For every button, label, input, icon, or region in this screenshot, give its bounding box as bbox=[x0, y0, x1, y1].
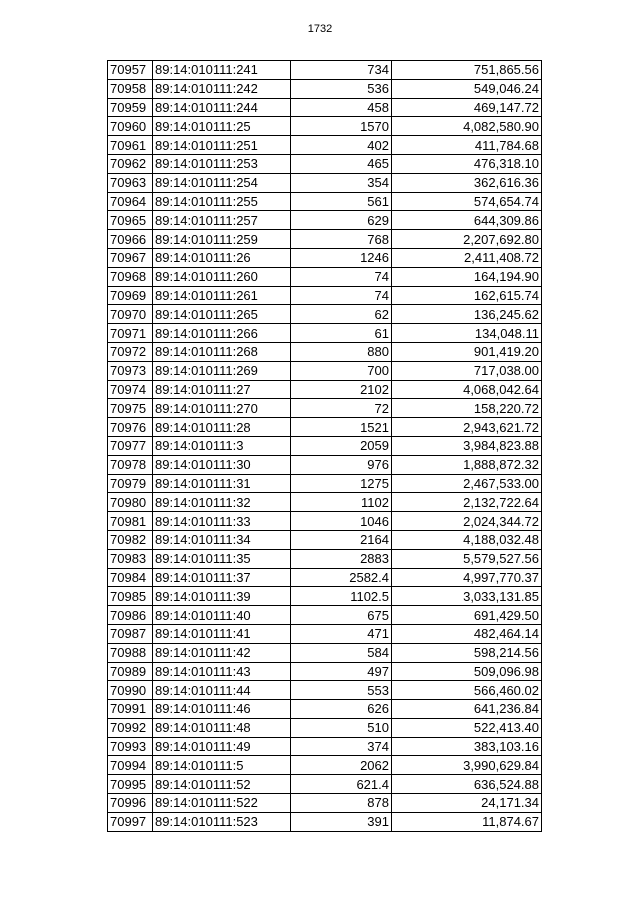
record-id-cell: 70996 bbox=[108, 794, 153, 813]
cadastral-number-cell: 89:14:010111:42 bbox=[153, 643, 291, 662]
table-row bbox=[108, 624, 542, 643]
table-row bbox=[108, 418, 542, 437]
record-id-cell: 70963 bbox=[108, 173, 153, 192]
table-row bbox=[108, 474, 542, 493]
record-id-cell: 70988 bbox=[108, 643, 153, 662]
table-row bbox=[108, 361, 542, 380]
cadastral-number-cell: 89:14:010111:259 bbox=[153, 230, 291, 249]
record-id-cell: 70975 bbox=[108, 399, 153, 418]
area-cell: 61 bbox=[291, 324, 392, 343]
value-cell: 24,171.34 bbox=[392, 794, 542, 813]
cadastral-number-cell: 89:14:010111:40 bbox=[153, 606, 291, 625]
record-id-cell: 70957 bbox=[108, 61, 153, 80]
cadastral-number-cell: 89:14:010111:251 bbox=[153, 136, 291, 155]
page-number: 1732 bbox=[307, 23, 333, 35]
table-row bbox=[108, 812, 542, 831]
table-row bbox=[108, 568, 542, 587]
cadastral-number-cell: 89:14:010111:39 bbox=[153, 587, 291, 606]
record-id-cell: 70974 bbox=[108, 380, 153, 399]
table-row bbox=[108, 493, 542, 512]
area-cell: 700 bbox=[291, 361, 392, 380]
table-row bbox=[108, 192, 542, 211]
area-cell: 458 bbox=[291, 98, 392, 117]
record-id-cell: 70969 bbox=[108, 286, 153, 305]
record-id-cell: 70973 bbox=[108, 361, 153, 380]
area-cell: 1246 bbox=[291, 248, 392, 267]
area-cell: 354 bbox=[291, 173, 392, 192]
value-cell: 566,460.02 bbox=[392, 681, 542, 700]
table-row bbox=[108, 718, 542, 737]
table-row bbox=[108, 248, 542, 267]
table-row bbox=[108, 79, 542, 98]
area-cell: 402 bbox=[291, 136, 392, 155]
table-row bbox=[108, 136, 542, 155]
record-id-cell: 70992 bbox=[108, 718, 153, 737]
area-cell: 880 bbox=[291, 342, 392, 361]
record-id-cell: 70978 bbox=[108, 455, 153, 474]
record-id-cell: 70971 bbox=[108, 324, 153, 343]
record-id-cell: 70968 bbox=[108, 267, 153, 286]
table-row bbox=[108, 587, 542, 606]
record-id-cell: 70991 bbox=[108, 700, 153, 719]
record-id-cell: 70966 bbox=[108, 230, 153, 249]
area-cell: 374 bbox=[291, 737, 392, 756]
table-row bbox=[108, 700, 542, 719]
record-id-cell: 70965 bbox=[108, 211, 153, 230]
value-cell: 162,615.74 bbox=[392, 286, 542, 305]
cadastral-number-cell: 89:14:010111:253 bbox=[153, 154, 291, 173]
cadastral-number-cell: 89:14:010111:34 bbox=[153, 530, 291, 549]
record-id-cell: 70962 bbox=[108, 154, 153, 173]
value-cell: 901,419.20 bbox=[392, 342, 542, 361]
value-cell: 644,309.86 bbox=[392, 211, 542, 230]
table-row bbox=[108, 606, 542, 625]
area-cell: 391 bbox=[291, 812, 392, 831]
records-table bbox=[107, 60, 542, 832]
value-cell: 136,245.62 bbox=[392, 305, 542, 324]
value-cell: 717,038.00 bbox=[392, 361, 542, 380]
record-id-cell: 70990 bbox=[108, 681, 153, 700]
record-id-cell: 70981 bbox=[108, 512, 153, 531]
record-id-cell: 70983 bbox=[108, 549, 153, 568]
value-cell: 3,033,131.85 bbox=[392, 587, 542, 606]
table-row bbox=[108, 230, 542, 249]
table-row bbox=[108, 662, 542, 681]
table-row bbox=[108, 267, 542, 286]
value-cell: 4,997,770.37 bbox=[392, 568, 542, 587]
value-cell: 469,147.72 bbox=[392, 98, 542, 117]
value-cell: 1,888,872.32 bbox=[392, 455, 542, 474]
area-cell: 2582.4 bbox=[291, 568, 392, 587]
value-cell: 158,220.72 bbox=[392, 399, 542, 418]
value-cell: 522,413.40 bbox=[392, 718, 542, 737]
table-row bbox=[108, 61, 542, 80]
value-cell: 549,046.24 bbox=[392, 79, 542, 98]
value-cell: 164,194.90 bbox=[392, 267, 542, 286]
record-id-cell: 70967 bbox=[108, 248, 153, 267]
value-cell: 362,616.36 bbox=[392, 173, 542, 192]
value-cell: 4,082,580.90 bbox=[392, 117, 542, 136]
table-row bbox=[108, 549, 542, 568]
value-cell: 636,524.88 bbox=[392, 775, 542, 794]
value-cell: 751,865.56 bbox=[392, 61, 542, 80]
value-cell: 11,874.67 bbox=[392, 812, 542, 831]
table-row bbox=[108, 681, 542, 700]
value-cell: 2,943,621.72 bbox=[392, 418, 542, 437]
cadastral-number-cell: 89:14:010111:241 bbox=[153, 61, 291, 80]
area-cell: 1046 bbox=[291, 512, 392, 531]
cadastral-number-cell: 89:14:010111:254 bbox=[153, 173, 291, 192]
record-id-cell: 70972 bbox=[108, 342, 153, 361]
record-id-cell: 70989 bbox=[108, 662, 153, 681]
cadastral-number-cell: 89:14:010111:3 bbox=[153, 436, 291, 455]
area-cell: 621.4 bbox=[291, 775, 392, 794]
cadastral-number-cell: 89:14:010111:260 bbox=[153, 267, 291, 286]
record-id-cell: 70980 bbox=[108, 493, 153, 512]
value-cell: 598,214.56 bbox=[392, 643, 542, 662]
area-cell: 1570 bbox=[291, 117, 392, 136]
area-cell: 72 bbox=[291, 399, 392, 418]
area-cell: 768 bbox=[291, 230, 392, 249]
value-cell: 691,429.50 bbox=[392, 606, 542, 625]
record-id-cell: 70964 bbox=[108, 192, 153, 211]
area-cell: 553 bbox=[291, 681, 392, 700]
record-id-cell: 70987 bbox=[108, 624, 153, 643]
area-cell: 510 bbox=[291, 718, 392, 737]
cadastral-number-cell: 89:14:010111:522 bbox=[153, 794, 291, 813]
cadastral-number-cell: 89:14:010111:43 bbox=[153, 662, 291, 681]
table-row bbox=[108, 286, 542, 305]
value-cell: 4,188,032.48 bbox=[392, 530, 542, 549]
area-cell: 561 bbox=[291, 192, 392, 211]
table-row bbox=[108, 737, 542, 756]
table-row bbox=[108, 305, 542, 324]
area-cell: 626 bbox=[291, 700, 392, 719]
value-cell: 2,132,722.64 bbox=[392, 493, 542, 512]
cadastral-number-cell: 89:14:010111:28 bbox=[153, 418, 291, 437]
cadastral-number-cell: 89:14:010111:52 bbox=[153, 775, 291, 794]
cadastral-number-cell: 89:14:010111:49 bbox=[153, 737, 291, 756]
value-cell: 383,103.16 bbox=[392, 737, 542, 756]
cadastral-number-cell: 89:14:010111:37 bbox=[153, 568, 291, 587]
cadastral-number-cell: 89:14:010111:48 bbox=[153, 718, 291, 737]
area-cell: 1102.5 bbox=[291, 587, 392, 606]
cadastral-number-cell: 89:14:010111:5 bbox=[153, 756, 291, 775]
table-row bbox=[108, 643, 542, 662]
area-cell: 74 bbox=[291, 286, 392, 305]
area-cell: 976 bbox=[291, 455, 392, 474]
table-row bbox=[108, 117, 542, 136]
value-cell: 2,467,533.00 bbox=[392, 474, 542, 493]
table-row bbox=[108, 512, 542, 531]
table-row bbox=[108, 530, 542, 549]
record-id-cell: 70984 bbox=[108, 568, 153, 587]
value-cell: 2,411,408.72 bbox=[392, 248, 542, 267]
record-id-cell: 70959 bbox=[108, 98, 153, 117]
record-id-cell: 70960 bbox=[108, 117, 153, 136]
area-cell: 74 bbox=[291, 267, 392, 286]
area-cell: 1275 bbox=[291, 474, 392, 493]
cadastral-number-cell: 89:14:010111:523 bbox=[153, 812, 291, 831]
value-cell: 476,318.10 bbox=[392, 154, 542, 173]
value-cell: 5,579,527.56 bbox=[392, 549, 542, 568]
value-cell: 3,984,823.88 bbox=[392, 436, 542, 455]
area-cell: 1102 bbox=[291, 493, 392, 512]
table-row bbox=[108, 154, 542, 173]
area-cell: 536 bbox=[291, 79, 392, 98]
record-id-cell: 70993 bbox=[108, 737, 153, 756]
table-row bbox=[108, 98, 542, 117]
area-cell: 2102 bbox=[291, 380, 392, 399]
cadastral-number-cell: 89:14:010111:270 bbox=[153, 399, 291, 418]
record-id-cell: 70979 bbox=[108, 474, 153, 493]
record-id-cell: 70994 bbox=[108, 756, 153, 775]
cadastral-number-cell: 89:14:010111:269 bbox=[153, 361, 291, 380]
area-cell: 497 bbox=[291, 662, 392, 681]
record-id-cell: 70976 bbox=[108, 418, 153, 437]
records-table-body bbox=[108, 61, 542, 832]
cadastral-number-cell: 89:14:010111:35 bbox=[153, 549, 291, 568]
table-row bbox=[108, 756, 542, 775]
record-id-cell: 70985 bbox=[108, 587, 153, 606]
value-cell: 4,068,042.64 bbox=[392, 380, 542, 399]
cadastral-number-cell: 89:14:010111:30 bbox=[153, 455, 291, 474]
record-id-cell: 70970 bbox=[108, 305, 153, 324]
value-cell: 2,024,344.72 bbox=[392, 512, 542, 531]
value-cell: 482,464.14 bbox=[392, 624, 542, 643]
cadastral-number-cell: 89:14:010111:257 bbox=[153, 211, 291, 230]
record-id-cell: 70982 bbox=[108, 530, 153, 549]
cadastral-number-cell: 89:14:010111:242 bbox=[153, 79, 291, 98]
value-cell: 3,990,629.84 bbox=[392, 756, 542, 775]
area-cell: 734 bbox=[291, 61, 392, 80]
cadastral-number-cell: 89:14:010111:33 bbox=[153, 512, 291, 531]
table-row bbox=[108, 173, 542, 192]
record-id-cell: 70995 bbox=[108, 775, 153, 794]
area-cell: 2062 bbox=[291, 756, 392, 775]
area-cell: 629 bbox=[291, 211, 392, 230]
cadastral-number-cell: 89:14:010111:261 bbox=[153, 286, 291, 305]
area-cell: 1521 bbox=[291, 418, 392, 437]
table-row bbox=[108, 342, 542, 361]
cadastral-number-cell: 89:14:010111:31 bbox=[153, 474, 291, 493]
table-row bbox=[108, 211, 542, 230]
cadastral-number-cell: 89:14:010111:25 bbox=[153, 117, 291, 136]
record-id-cell: 70961 bbox=[108, 136, 153, 155]
table-row bbox=[108, 775, 542, 794]
area-cell: 2164 bbox=[291, 530, 392, 549]
cadastral-number-cell: 89:14:010111:32 bbox=[153, 493, 291, 512]
area-cell: 465 bbox=[291, 154, 392, 173]
cadastral-number-cell: 89:14:010111:26 bbox=[153, 248, 291, 267]
value-cell: 641,236.84 bbox=[392, 700, 542, 719]
table-row bbox=[108, 436, 542, 455]
record-id-cell: 70997 bbox=[108, 812, 153, 831]
cadastral-number-cell: 89:14:010111:266 bbox=[153, 324, 291, 343]
area-cell: 2059 bbox=[291, 436, 392, 455]
value-cell: 411,784.68 bbox=[392, 136, 542, 155]
area-cell: 2883 bbox=[291, 549, 392, 568]
value-cell: 2,207,692.80 bbox=[392, 230, 542, 249]
cadastral-number-cell: 89:14:010111:27 bbox=[153, 380, 291, 399]
table-row bbox=[108, 324, 542, 343]
table-row bbox=[108, 794, 542, 813]
area-cell: 675 bbox=[291, 606, 392, 625]
area-cell: 584 bbox=[291, 643, 392, 662]
table-row bbox=[108, 380, 542, 399]
value-cell: 574,654.74 bbox=[392, 192, 542, 211]
cadastral-number-cell: 89:14:010111:44 bbox=[153, 681, 291, 700]
record-id-cell: 70958 bbox=[108, 79, 153, 98]
cadastral-number-cell: 89:14:010111:265 bbox=[153, 305, 291, 324]
record-id-cell: 70977 bbox=[108, 436, 153, 455]
area-cell: 471 bbox=[291, 624, 392, 643]
area-cell: 878 bbox=[291, 794, 392, 813]
record-id-cell: 70986 bbox=[108, 606, 153, 625]
cadastral-number-cell: 89:14:010111:268 bbox=[153, 342, 291, 361]
cadastral-number-cell: 89:14:010111:46 bbox=[153, 700, 291, 719]
cadastral-number-cell: 89:14:010111:255 bbox=[153, 192, 291, 211]
area-cell: 62 bbox=[291, 305, 392, 324]
value-cell: 134,048.11 bbox=[392, 324, 542, 343]
cadastral-number-cell: 89:14:010111:41 bbox=[153, 624, 291, 643]
table-row bbox=[108, 399, 542, 418]
value-cell: 509,096.98 bbox=[392, 662, 542, 681]
table-row bbox=[108, 455, 542, 474]
cadastral-number-cell: 89:14:010111:244 bbox=[153, 98, 291, 117]
